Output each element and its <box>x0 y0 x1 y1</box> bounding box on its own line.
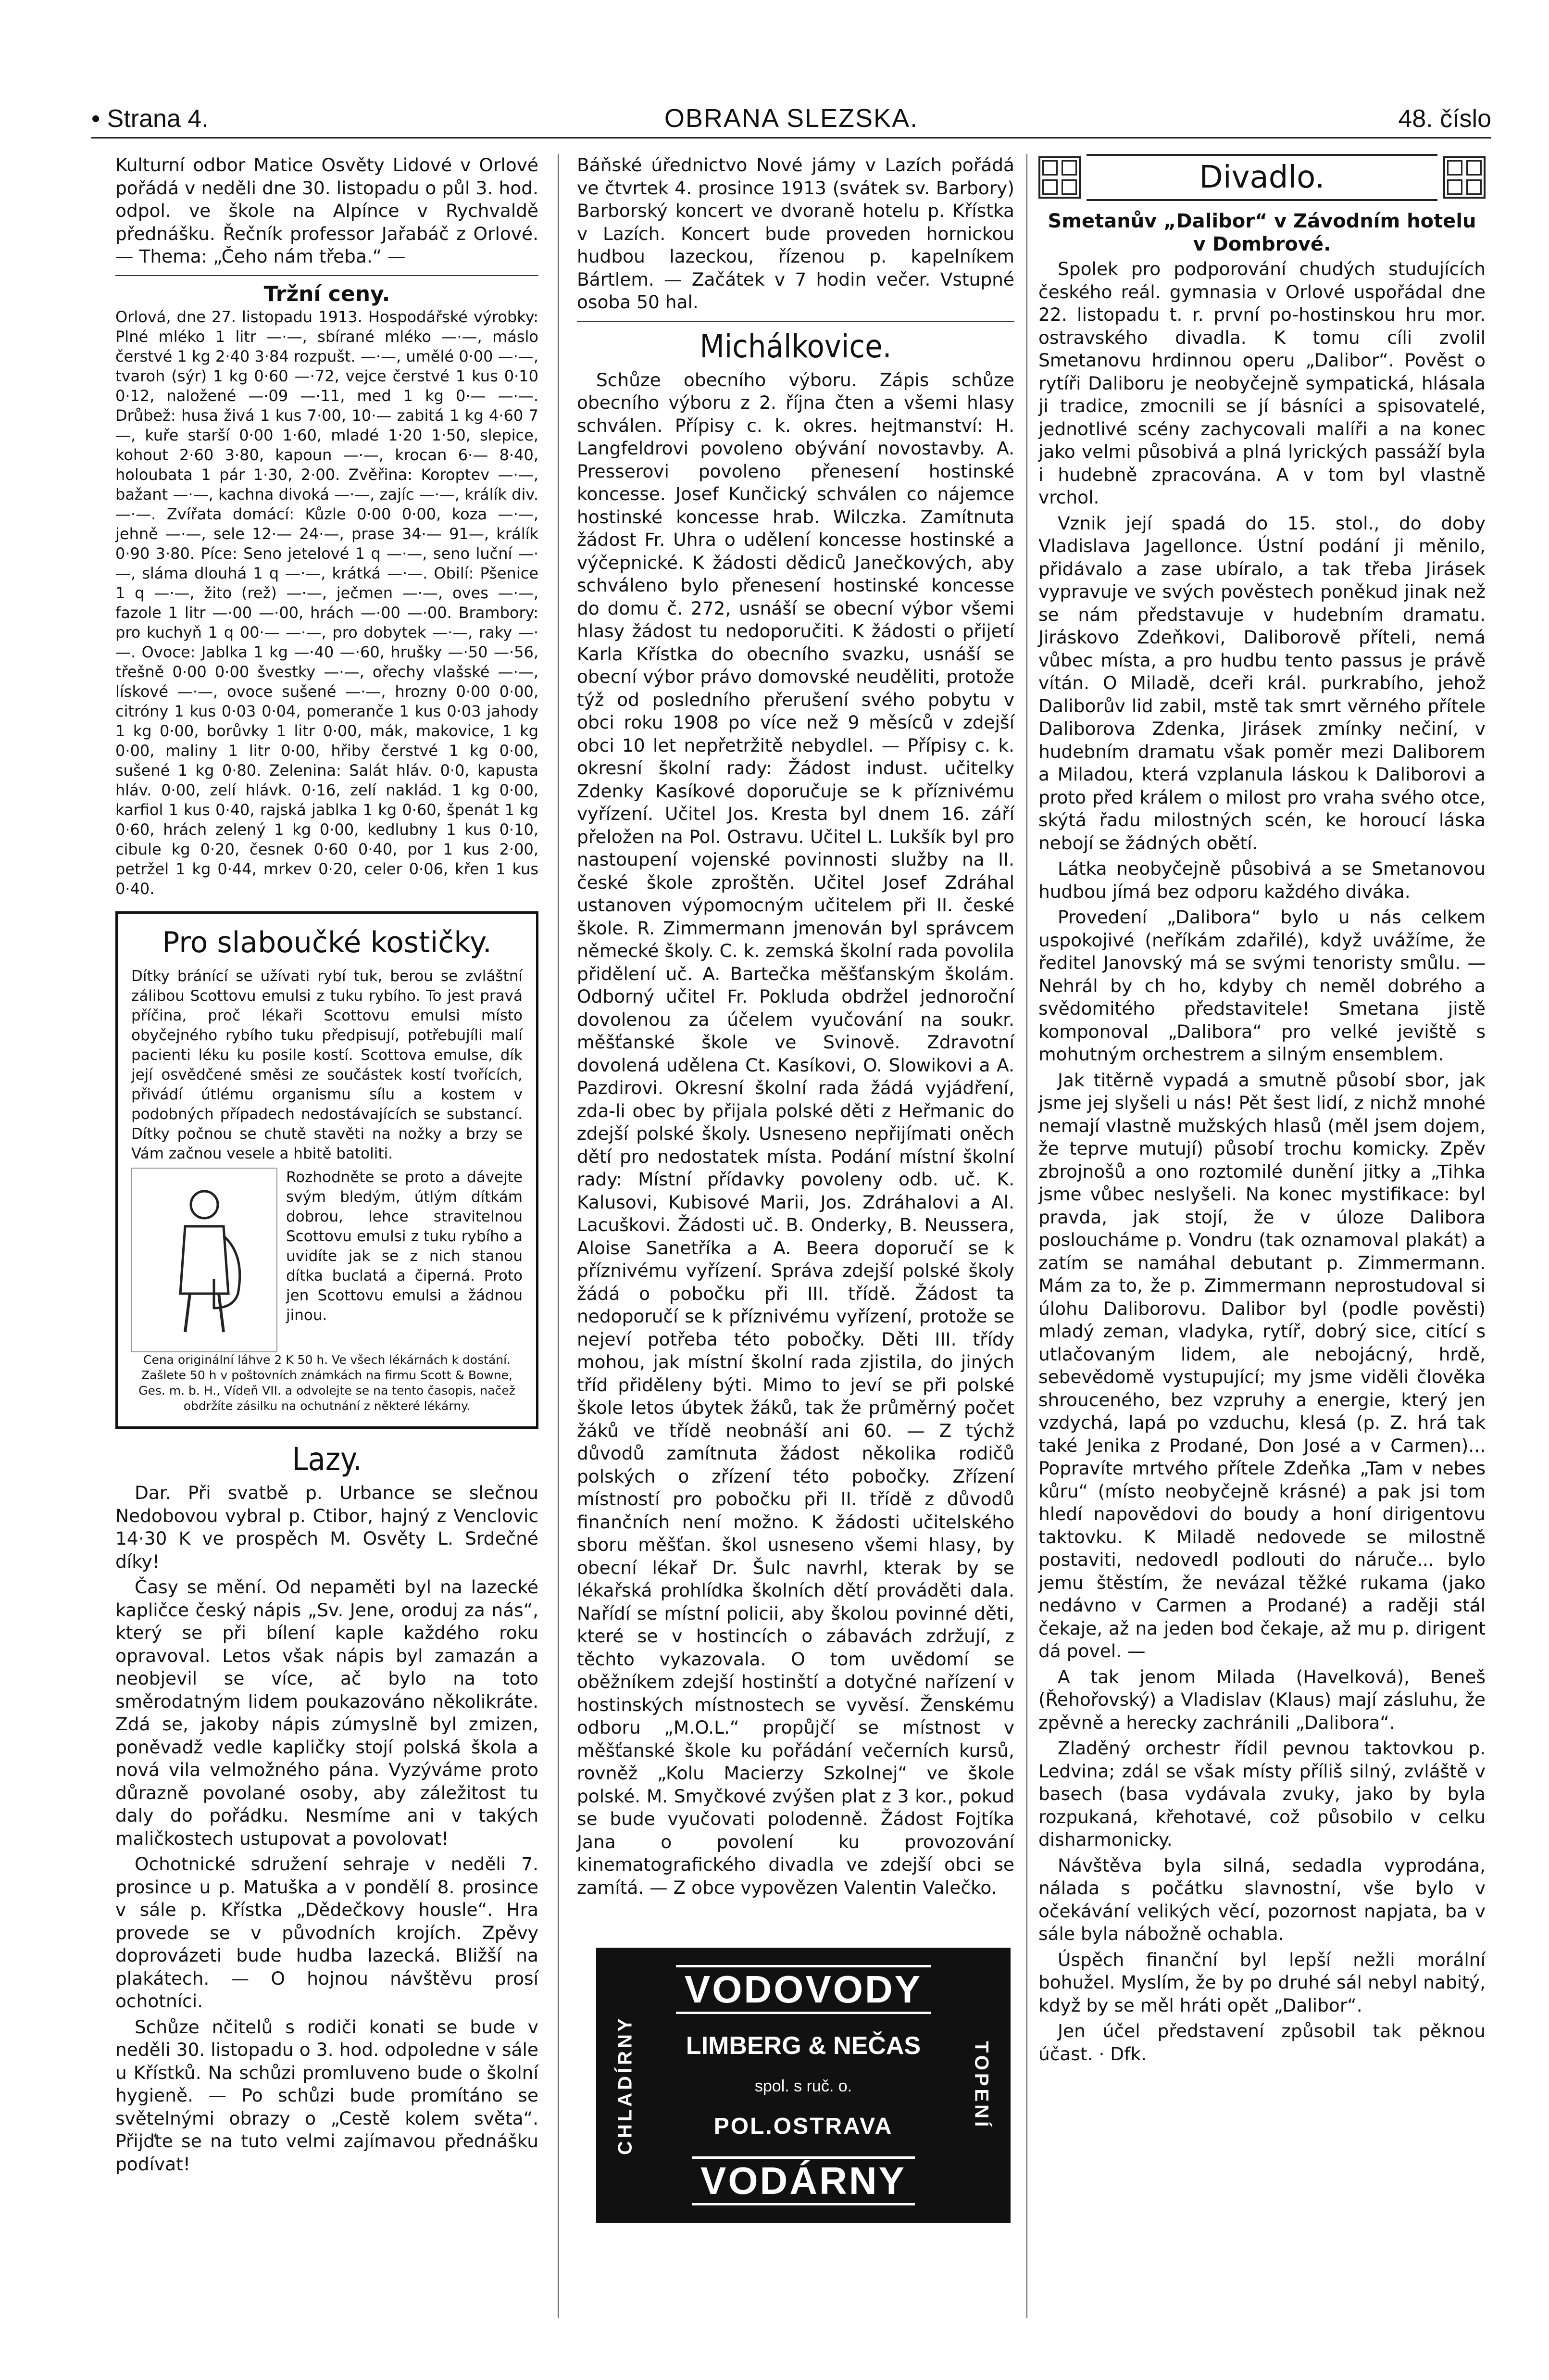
divadlo-paragraph: Látka neobyčejně působivá a se Smetanovou hudbou jímá bez odporu každého diváka. <box>1038 858 1486 902</box>
fisherman-illustration <box>131 1168 277 1352</box>
ad-row <box>131 1168 523 1352</box>
ad-line-city: POL.OSTRAVA <box>713 2113 893 2139</box>
lazy-item: Časy se mění. Od nepaměti byl na lazecké kapličce český nápis „Sv. Jene, oroduj za nás“, který se při bílení kaple každého roku opravoval. Letos však nápis byl zamazán a neobjevil se více, ač bylo na toto směrodatným lidem poukazováno několikráte. Zdá se, jakoby nápis zúmyslně byl zmizen, poněvadž vedle kapličky stojí polská škola a nová vila velmožného pána. Vyzýváme proto důrazně povolané osoby, aby záležitost tu daly do pořádku. Nesmíme ani v takých maličkostech ustupovat a povolovat! <box>115 1576 538 1849</box>
page-header <box>91 99 1491 139</box>
newspaper-title: OBRANA SLEZSKA. <box>664 104 919 133</box>
divadlo-paragraph: Provedení „Dalibora“ bylo u nás celkem uspokojivé (neříkám zdařilé), když uvážíme, že ředitel Janovský má se svými tenoristy smůlu. — Nehrál by ch ho, kdyby ch neměl dobrého a svědomitého představitele! Smetana jistě komponoval „Dalibora“ pro velké jeviště s mohutným orchestrem a silným ensemblem. <box>1038 907 1486 1065</box>
ad-title: Pro slaboučké kostičky. <box>162 926 492 959</box>
column-3 <box>1038 154 1486 2068</box>
divadlo-heading: Divadlo. <box>1087 154 1437 201</box>
column-2 <box>577 154 1014 1902</box>
ad-line-spol: spol. s ruč. o. <box>754 2077 852 2095</box>
ornament-icon <box>1038 156 1081 199</box>
separator <box>115 275 538 276</box>
divadlo-paragraph: Návštěva byla silná, sedadla vyprodána, nálada s počátku slavnostní, vše bylo v očekávání velikých věcí, pozornost napjata, ba v sále byla nábožně ochabla. <box>1038 1854 1486 1944</box>
michalkovice-text: Schůze obecního výboru. Zápis schůze obecního výboru z 2. října čten a všemi hlasy schválen. Přípisy c. k. okres. hejtmanství: H. Langfeldrovi povoleno obývání novostavby. A. Presserovi povoleno přenesení hostinské koncesse. Josef Kunčický schválen co nájemce hostinské koncesse hrab. Wilczka. Zamítnuta žádost Fr. Uhra o udělení koncesse hostinské a výčepnické. K žádosti dědiců Janečkových, aby schváleno bylo přenesení hostinské koncesse do domu č. 272, usnáší se obecní výbor všemi hlasy žádost tu nedoporučiti. K žádosti o přijetí Karla Křístka do obecního svazku, usnáší se obecní výbor právo domovské neuděliti, protože týž od posledního přerušení svého pobytu v obci roku 1908 po více než 9 měsíců v zdejší obci 10 let nepřetržitě nebydlel. — Přípisy c. k. okresní školní rady: Žádost indust. učitelky Zdenky Kasíkové doporučuje se k příznivému vyřízení. Učitel Jos. Kresta byl dnem 16. září přeložen na Pol. Ostravu. Učitel L. Lukšík byl pro nastoupení vojenské povinnosti služby na II. české škole zproštěn. Učitel Josef Zdráhal ustanoven výpomocným učitelem při II. české škole. R. Zimmermann jmenován byl správcem německé školy. C. k. zemská školní rada povolila přidělení uč. A. Bartečka měšťanským školám. Odborný učitel Fr. Pokluda obdržel jednoroční dovolenou za účelem vyučování na soukr. měšťanské škole ve Svinově. Zdravotní dovolená udělena Ct. Kasíkovi, O. Slowikovi a A. Pazdirovi. Okresní školní rada žádá vyjádření, zda-li obec by přijala polské děti z Heřmanic do zdejší polské školy. Usneseno nepřijímati oněch dětí pro nedostatek místa. Podání místní školní rady: Místní přídavky povoleny odb. uč. K. Kalusovi, Kubisové Marii, Jos. Zdráhalovi a Al. Lacuškovi. Žádosti uč. B. Onderky, B. Neussera, Aloise Sanetříka a A. Beera doporučí se k příznivému vyřízení. Správa zdejší polské školy žádá o pobočku při III. třídě. Žádost ta nedoporučí se k příznivému vyřízení, protože se nejeví potřeba této pobočky. Děti III. třídy mohou, jak místní školní rada zjistila, do jiných tříd přiděleny býti. Mimo to jeví se při polské škole letos úbytek žáků, tak že průměrný počet žáků ve třídě neobnáší ani 60. — Z týchž důvodů zamítnuta žádost několika rodičů polských o zřízení této pobočky. Zřízení místností pro pobočku při II. třídě z důvodů finančních není možno. K žádosti učitelského sboru měšťan. škol usneseno všemi hlasy, by obecní lékař Dr. Šulc navrhl, kterak by se lékařská prohlídka školních dětí prováděti dala. Nařídí se místní policii, aby školou povinné děti, které se v hostincích o zábavách zdržují, z těchto vykazovala. O tom uvědomí se oběžníkem zdejší hostinští a dotyčné nařízení v hostinských místnostech se vyvěsí. Ženskému odboru „M.O.L.“ propůjčí se místnost v měšťanské škole ku pořádání večerních kursů, rovněž „Kolu Macierzy Szkolnej“ ve škole polské. M. Smyčkové zvýšen plat z 3 kor., pokud se bude vyučovati polodenně. Žádost Fojtíka Jana o povolení ku provozování kinematografického divadla ve zdejší obci se zamítá. — Z obce vypovězen Valentin Valečko. <box>577 369 1014 1898</box>
lazy-item: Ochotnické sdružení sehraje v neděli 7. prosince u p. Matuška a v pondělí 8. prosince v sále p. Křístka „Dědečkovy housle“. Hra provede se v původních krojích. Zpěvy doprovázeti bude hudba lazecká. Bližší na plakátech. — O hojnou návštěvu prosí ochotníci. <box>115 1853 538 2012</box>
ornament-icon <box>1443 156 1486 199</box>
divadlo-paragraph: Vznik její spadá do 15. stol., do doby Vladislava Jagellonce. Ústní podání ji měnilo, přidávalo a zase ubíralo, a tak třeba Jirásek vypravuje ve svých pověstech poněkud jinak než se nám představuje v hudebním dramatu. Jiráskovo Zdeňkovi, Daliborově příteli, nemá vůbec místa, a pro hudbu tento passus je právě vítán. O Miladě, dceři král. purkrabího, jehož Daliborův lid zabil, mstě tak smrt věrného přítele Daliborova Zdenka, Jirásek zmínky nečiní, v hudebním dramatu však poměr mezi Daliborem a Miladou, která vzplanula láskou k Daliborovi a proto před králem o milost pro vraha svého otce, skýtá řadu milostných scén, ke horoucí láska nebojí se žádných obětí. <box>1038 512 1486 854</box>
divadlo-paragraph: Úspěch finanční byl lepší nežli morální bohužel. Myslím, že by po druhé sál nebyl nabitý, když by se měl hráti opět „Dalibor“. <box>1038 1949 1486 2016</box>
page-number: • Strana 4. <box>91 105 209 133</box>
market-prices-text: Orlová, dne 27. listopadu 1913. Hospodářské výrobky: Plné mléko 1 litr —·—, sbírané mléko —·—, máslo čerstvé 1 kg 2·40 3·84 rozpušt. —·—, umělé 0·00 —·—, tvaroh (sýr) 1 kg 0·60 —·72, vejce čerstvé 1 kus 0·10 0·12, naložené —·09 —·11, med 1 kg 0·— —·—. Drůbež: husa živá 1 kus 7·00, 10·— zabitá 1 kg 4·60 7—, kuře starší 0·00 1·60, mladé 1·20 1·50, slepice, kohout 2·60 3·80, kapoun —·—, krocan 6·— 8·40, holoubata 1 pár 1·30, 2·00. Zvěřina: Koroptev —·—, bažant —·—, kachna divoká —·—, zajíc —·—, králík div. —·—. Zvířata domácí: Kůzle 0·00 0·00, koza —·—, jehně —·—, sele 12·— 24·—, prase 34·— 91—, králík 0·90 3·80. Píce: Seno jetelové 1 q —·—, seno luční —·—, sláma dlouhá 1 q —·—, krátká —·—. Obilí: Pšenice 1 q —·—, žito (rež) —·—, ječmen —·—, oves —·—, fazole 1 litr —·00 —·00, hrách —·00 —·00. Brambory: pro kuchyň 1 q 00·— —·—, pro dobytek —·—, raky —·—. Ovoce: Jablka 1 kg —·40 —·60, hrušky —·50 —·56, třešně 0·00 0·00 švestky —·—, ořechy vlašské —·—, lískové —·—, ovoce sušené —·—, hrozny 0·00 0·00, citróny 1 kus 0·03 0·04, pomeranče 1 kus 0·03 jahody 1 kg 0·00, borůvky 1 litr 0·00, mák, makovice, 1 kg 0·00, maliny 1 litr 0·00, hřiby čerstvé 1 kg 0·00, sušené 1 kg 0·80. Zelenina: Salát hláv. 0·0, kapusta hláv. 0·00, zelí hlávk. 0·16, zelí naklád. 1 kg 0·00, karfiol 1 kus 0·40, rajská jablka 1 kg 0·60, špenát 1 kg 0·60, hrách zelený 1 kg 0·00, kedlubny 1 kus 0·10, cibule kg 0·20, česnek 0·60 0·40, por 1 kus 2·00, petržel 1 kg 0·44, mrkev 0·20, celer 0·06, křen 1 kus 0·40. <box>115 308 538 898</box>
divadlo-paragraph: Spolek pro podporování chudých studujících českého reál. gymnasia v Orlové uspořádal dne 22. listopadu t. r. první po-hostinskou hru mor. ostravského divadla. K tomu cíli zvolil Smetanovu hrdinnou operu „Dalibor“. Pověst o rytíři Daliboru je neobyčejně sympatická, hlásala ji tradice, zmocnili se jí básníci a spisovatelé, jednotlivé scény zachycovali malíři a na konec jako velmi působivá a plná lyrických passáží byla i hudebně zpracována. A v tom byl vlastně vrchol. <box>1038 258 1486 508</box>
divadlo-paragraph: Jak titěrně vypadá a smutně působí sbor, jak jsme jej slyšeli u nás! Pět šest lidí, z nichž mnohé nemají vlastně mužských hlasů (měl jsem dojem, že teprve mutují) působí trochu komicky. Zpěv zbrojnošů a ono roztomilé dunění jitky a „Tihka jsme vůbec neslyšeli. Na konec mystifikace: byl pravda, jak stojí, že v úloze Dalibora posloucháme p. Vondru (tak oznamoval plakát) a zatím se namáhal debutant p. Zimmermann. Mám za to, že p. Zimmermann neprostudoval si úlohu Daliborovu. Dalibor byl (podle pověsti) mladý zeman, vladyka, rytíř, dobrý sice, citící s utlačovaným lidem, ale nebojácný, hrdě, sebevědomě vystupující; my jsme viděli člověka shrouceného, bez vzpruhy a energie, který jen vzdychá, lapá po vzduchu, klesá (p. Z. hrá tak také Jenika z Prodané, Don José a v Carmen)... Popravíte mrtvého přítele Zdeňka „Tam v nebes kůru“ (místo neobyčejně krásné) a pak jsi tom hledí napovědovi do boudy a honí dirigentovu taktovku. K Miladě nedovede se milostně postaviti, nedovedl podlouti do náruče... bylo jemu štěstím, že nevázal těžké rukama (jako nedávno v Carmen a Prodané) a raději stál čekaje, až na jeden bod čekaje, až mu p. dirigent dá povel. — <box>1038 1069 1486 1662</box>
divadlo-banner <box>1038 154 1486 201</box>
kulturni-odbor-notice: Kulturní odbor Matice Osvěty Lidové v Orlové pořádá v neděli dne 30. listopadu o půl 3. hod. odpol. ve škole na Alpínce v Rychvaldě přednášku. Řečník professor Jařabáč z Orlové. — Thema: „Čeho nám třeba.“ — <box>115 154 538 267</box>
fisherman-icon <box>156 1183 252 1337</box>
column-divider <box>558 154 559 2318</box>
ad-vertical-right: TOPENÍ <box>971 2040 992 2130</box>
ad-line-vodarny: VODÁRNY <box>692 2156 915 2205</box>
divadlo-paragraph: A tak jenom Milada (Havelková), Beneš (Řehořovský) a Vladislav (Klaus) mají zásluhu, že zpěvně a herecky zachránili „Dalibora“. <box>1038 1666 1486 1733</box>
ad-paragraph-2: Rozhodněte se proto a dávejte svým bledým, útlým dítkám dobrou, lehce stravitelnou Scottovu emulsi z tuku rybího a uvidíte jak se z nich stanou dítka buclatá a čiperná. Proto jen Scottovu emulsi a žádnou jinou. <box>286 1169 523 1324</box>
vodovody-ad <box>596 1948 1011 2223</box>
ad-line-vodovody: VODOVODY <box>676 1965 931 2014</box>
scott-emulsion-ad <box>115 911 538 1429</box>
divadlo-paragraph: Zladěný orchestr řídil pevnou taktovkou p. Ledvina; zdál se však místy příliš silný, zvláště v basech (basa vydávala zvuky, jako by byla rozpukaná, křehotavé, což působilo v celku disharmonicky. <box>1038 1738 1486 1850</box>
separator <box>577 321 1014 322</box>
dalibor-subtitle: Smetanův „Dalibor“ v Závodním hotelu v Dombrové. <box>1048 210 1476 255</box>
lazy-item: Schůze nčitelů s rodiči konati se bude v neděli 30. listopadu o 3. hod. odpoledne v sále u Křístků. Na schůzi promluveno bude o školní hygieně. — Po schůzi bude promítáno se světelnými obrazy o „Cestě kolem světa“. Přijďte se na tuto velmi zajímavou přednášku podívat! <box>115 2016 538 2175</box>
lazy-item: Dar. Při svatbě p. Urbance se slečnou Nedobovou vybral p. Ctibor, hajný z Venclovic 14·30 K ve prospěch M. Osvěty L. Srdečné díky! <box>115 1482 538 1572</box>
divadlo-paragraph: Jen účel představení způsobil tak pěknou účast. · Dfk. <box>1038 2020 1486 2065</box>
ad-price-note: Cena originální láhve 2 K 50 h. Ve všech lékárnách k dostání. Zašlete 50 h v poštovních známkách na firmu Scott & Bowne, Ges. m. b. H., Vídeň VII. a odvolejte se na tento časopis, načež obdržíte zásilku na ochutnání z některé lékárny. <box>138 1353 515 1413</box>
lazy-heading: Lazy. <box>292 1441 362 1478</box>
ad-vertical-left: CHLADÍRNY <box>614 2015 636 2155</box>
market-prices-heading: Tržní ceny. <box>263 281 390 306</box>
ad-center <box>657 1965 950 2205</box>
michalkovice-heading: Michálkovice. <box>700 327 892 365</box>
column-divider <box>1026 154 1027 2318</box>
ad-line-company: LIMBERG & NEČAS <box>686 2031 921 2060</box>
banske-urednictvo-notice: Báňské úřednictvo Nové jámy v Lazích pořádá ve čtvrtek 4. prosince 1913 (svátek sv. Barbory) Barborský koncert ve dvoraně hotelu p. Křístka v Lazích. Koncert bude proveden hornickou hudbou lazeckou, řízenou p. kapelníkem Bártlem. — Začátek v 7 hodin večer. Vstupné osoba 50 hal. <box>577 154 1014 313</box>
column-1 <box>115 154 538 2179</box>
ad-paragraph-1: Dítky bránící se užívati rybí tuk, berou se zvláštní zálibou Scottovu emulsi z tuku rybího. To jest pravá příčina, proč lékaři Scottovu emulsi místo obyčejného rybího tuku předpisují, potřebujíli malí pacienti léku ku posile kostí. Scottova emulse, dík její osvědčené směsi ze součástek kostí tvořících, přivádí útlému organismu sílu a kostem v podobných případech nedostávajících se substancí. Dítky počnou se chutě stavěti na nožky a brzy se Vám začnou vesele a hbitě batoliti. <box>131 968 523 1162</box>
issue-number: 48. číslo <box>1398 105 1491 133</box>
